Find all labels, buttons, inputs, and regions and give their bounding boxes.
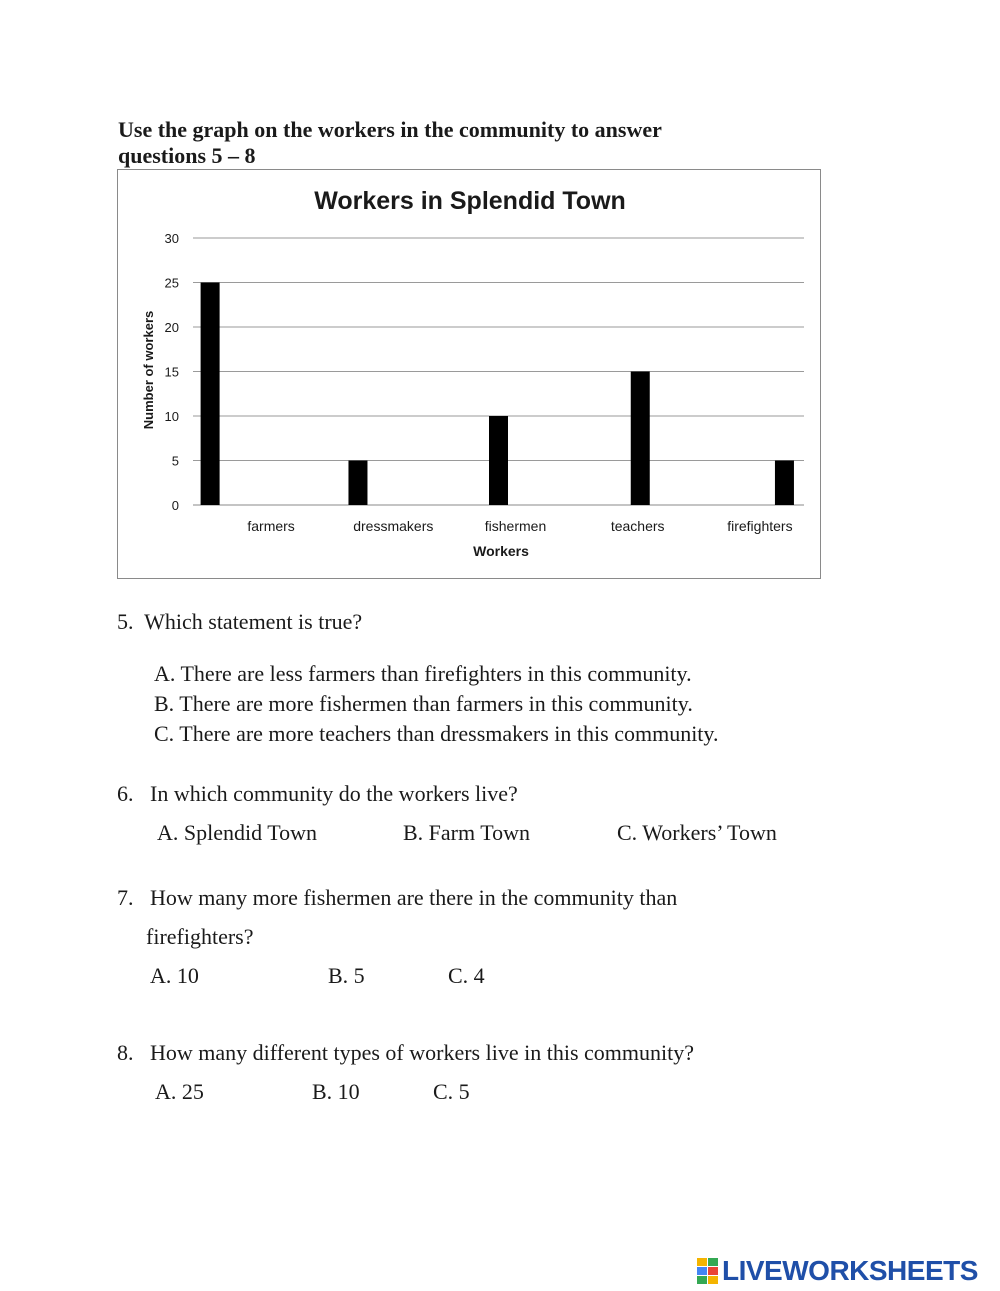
y-tick-label: 15	[164, 364, 179, 380]
instructions-line-1: Use the graph on the workers in the community to answer	[118, 117, 662, 142]
x-axis-label: Workers	[473, 543, 529, 559]
question-7-continued: firefighters?	[146, 924, 254, 949]
question-number: 5.	[117, 609, 134, 634]
question-text: How many more fishermen are there in the community than	[150, 885, 678, 910]
y-axis-label: Number of workers	[141, 310, 156, 430]
y-tick-label: 20	[164, 320, 179, 335]
logo-text: LIVEWORKSHEETS	[722, 1255, 978, 1286]
liveworksheets-logo	[697, 1254, 978, 1288]
question-7	[117, 885, 677, 911]
bar-chart	[118, 170, 820, 578]
option-5c[interactable]: C. There are more teachers than dressmakers in this community.	[154, 721, 719, 746]
bar-farmers	[201, 283, 220, 506]
question-8	[117, 1040, 694, 1066]
option-6b[interactable]: B. Farm Town	[403, 820, 531, 845]
option-7c[interactable]: C. 4	[448, 963, 485, 988]
question-text: How many different types of workers live in this community?	[150, 1040, 694, 1065]
question-number: 7.	[117, 885, 134, 910]
question-5	[117, 609, 362, 635]
question-number: 6.	[117, 781, 134, 806]
bar-teachers	[631, 372, 650, 506]
option-6c[interactable]: C. Workers’ Town	[617, 820, 777, 845]
y-tick-label: 10	[164, 409, 179, 424]
bar-firefighters	[775, 461, 794, 506]
option-8b[interactable]: B. 10	[312, 1079, 360, 1104]
x-tick-label: firefighters	[727, 518, 793, 534]
y-tick-label: 0	[171, 498, 179, 513]
logo-blocks-icon	[697, 1258, 719, 1284]
option-6a[interactable]: A. Splendid Town	[157, 820, 318, 845]
option-5b[interactable]: B. There are more fishermen than farmers in this community.	[154, 691, 693, 716]
option-8a[interactable]: A. 25	[155, 1079, 204, 1104]
x-tick-label: fishermen	[484, 518, 547, 534]
bar-chart-frame	[117, 169, 821, 579]
option-5a[interactable]: A. There are less farmers than firefighters in this community.	[154, 661, 692, 686]
x-tick-label: dressmakers	[353, 518, 434, 534]
instructions-line-2: questions 5 – 8	[118, 143, 256, 168]
bar-dressmakers	[348, 461, 367, 506]
option-8c[interactable]: C. 5	[433, 1079, 470, 1104]
question-text: In which community do the workers live?	[150, 781, 518, 806]
instructions	[118, 117, 818, 169]
bar-fishermen	[489, 416, 508, 505]
option-7a[interactable]: A. 10	[150, 963, 199, 988]
chart-title: Workers in Splendid Town	[314, 187, 626, 215]
x-tick-label: teachers	[610, 518, 665, 534]
question-text: Which statement is true?	[144, 609, 363, 634]
option-7b[interactable]: B. 5	[328, 963, 365, 988]
question-6	[117, 781, 518, 807]
y-tick-label: 30	[164, 231, 179, 246]
y-tick-label: 25	[164, 275, 179, 291]
x-tick-label: farmers	[247, 518, 295, 534]
question-number: 8.	[117, 1040, 134, 1065]
y-tick-label: 5	[171, 453, 179, 469]
